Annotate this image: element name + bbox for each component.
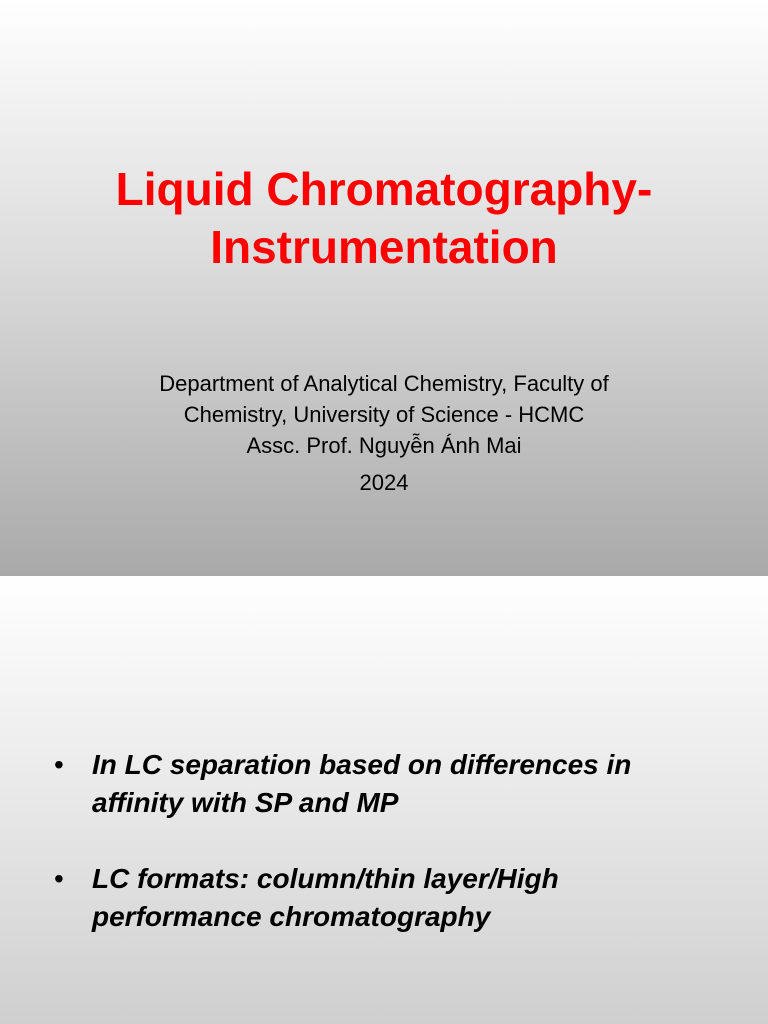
bullet-text-line-1: LC formats: column/thin layer/High: [92, 863, 559, 894]
bullet-mark: •: [54, 749, 64, 780]
title-line-1: Liquid Chromatography-: [115, 163, 653, 215]
department-line-1: Department of Analytical Chemistry, Faculty of: [159, 371, 609, 396]
content-slide: [0, 576, 768, 1024]
year: 2024: [359, 470, 409, 495]
bullet-text-line-2: performance chromatography: [92, 901, 491, 932]
bullet-item: [46, 860, 736, 936]
title-line-2: Instrumentation: [210, 221, 558, 273]
bullet-text-line-2: affinity with SP and MP: [92, 787, 399, 818]
author-name: Assc. Prof. Nguyễn Ánh Mai: [246, 433, 522, 458]
bullet-list: [46, 746, 736, 974]
slide-title: [0, 160, 768, 276]
department-line-2: Chemistry, University of Science - HCMC: [183, 402, 585, 427]
bullet-mark: •: [54, 863, 64, 894]
bullet-text-line-1: In LC separation based on differences in: [92, 749, 632, 780]
slide-subtitle: [0, 368, 768, 498]
bullet-item: [46, 746, 736, 822]
